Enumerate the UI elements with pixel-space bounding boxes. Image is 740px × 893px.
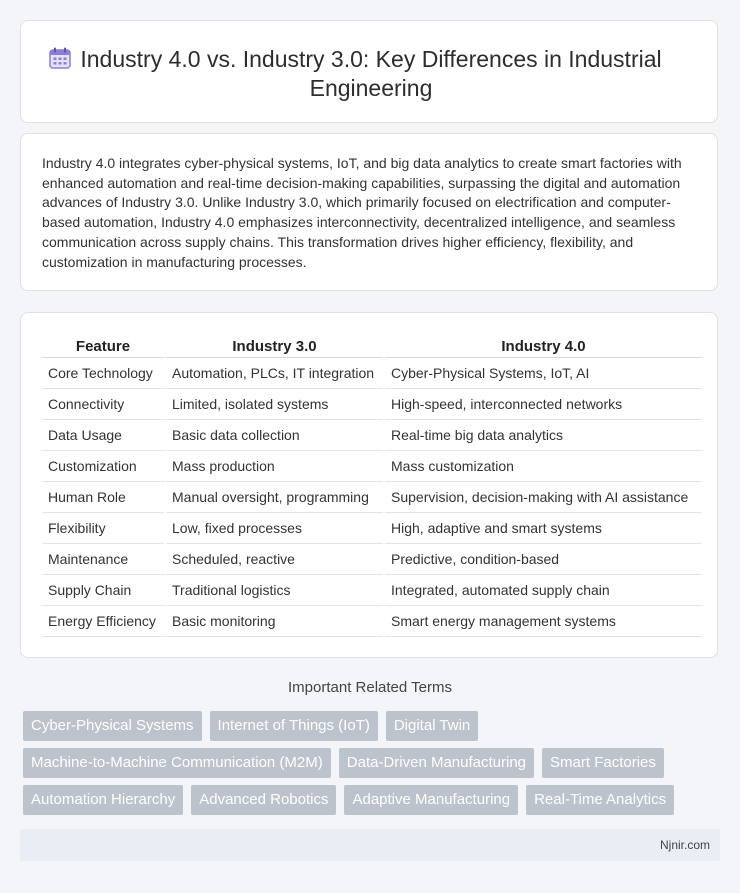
table-cell: Customization (42, 451, 165, 482)
table-cell: Mass production (165, 451, 384, 482)
table-cell: Connectivity (42, 389, 165, 420)
table-cell: Basic monitoring (165, 606, 384, 637)
table-cell: Real-time big data analytics (384, 420, 702, 451)
table-cell: Low, fixed processes (165, 513, 384, 544)
tag-row (23, 748, 723, 778)
table-cell: Predictive, condition-based (384, 544, 702, 575)
table-cell: Limited, isolated systems (165, 389, 384, 420)
intro-card (20, 133, 718, 291)
table-cell: Human Role (42, 482, 165, 513)
page-title: Industry 4.0 vs. Industry 3.0: Key Differences in Industrial Engineering (80, 46, 662, 101)
comparison-table (42, 333, 702, 637)
table-row (42, 358, 702, 389)
table-cell: Energy Efficiency (42, 606, 165, 637)
footer (20, 829, 720, 861)
intro-text: Industry 4.0 integrates cyber-physical systems, IoT, and big data analytics to create smart factories with enhanced automation and real-time decision-making capabilities, surpassing the digital and automation advances of Industry 3.0. Unlike Industry 3.0, which primarily focused on electrification and computer-based automation, Industry 4.0 emphasizes interconnectivity, decentralized intelligence, and seamless communication across supply chains. This transformation drives higher efficiency, flexibility, and customization in manufacturing processes. (42, 155, 682, 270)
comparison-card (20, 312, 718, 658)
table-cell: Smart energy management systems (384, 606, 702, 637)
table-row (42, 482, 702, 513)
related-terms-title: Important Related Terms (288, 679, 452, 696)
table-row (42, 420, 702, 451)
table-row (42, 606, 702, 637)
tag-row (23, 785, 723, 815)
related-term-tag[interactable]: Machine-to-Machine Communication (M2M) (23, 748, 331, 778)
table-cell: Manual oversight, programming (165, 482, 384, 513)
related-term-tag[interactable]: Internet of Things (IoT) (210, 711, 378, 741)
column-header: Industry 4.0 (384, 333, 702, 358)
table-row (42, 544, 702, 575)
table-cell: Automation, PLCs, IT integration (165, 358, 384, 389)
header-card (20, 20, 718, 123)
table-cell: Flexibility (42, 513, 165, 544)
related-term-tag[interactable]: Real-Time Analytics (526, 785, 674, 815)
table-cell: Traditional logistics (165, 575, 384, 606)
table-cell: High, adaptive and smart systems (384, 513, 702, 544)
table-cell: Maintenance (42, 544, 165, 575)
related-term-tag[interactable]: Smart Factories (542, 748, 664, 778)
table-cell: Mass customization (384, 451, 702, 482)
table-cell: Core Technology (42, 358, 165, 389)
table-cell: Integrated, automated supply chain (384, 575, 702, 606)
related-term-tag[interactable]: Adaptive Manufacturing (344, 785, 518, 815)
table-cell: Basic data collection (165, 420, 384, 451)
related-term-tag[interactable]: Digital Twin (386, 711, 478, 741)
table-row (42, 513, 702, 544)
related-term-tag[interactable]: Advanced Robotics (191, 785, 336, 815)
table-cell: Data Usage (42, 420, 165, 451)
footer-site: Njnir.com (659, 838, 710, 852)
related-terms-list (23, 711, 723, 822)
table-cell: Supervision, decision-making with AI assistance (384, 482, 702, 513)
column-header: Industry 3.0 (165, 333, 384, 358)
column-header: Feature (42, 333, 165, 358)
table-row (42, 575, 702, 606)
table-cell: High-speed, interconnected networks (384, 389, 702, 420)
table-cell: Scheduled, reactive (165, 544, 384, 575)
table-row (42, 389, 702, 420)
related-term-tag[interactable]: Cyber-Physical Systems (23, 711, 202, 741)
table-cell: Supply Chain (42, 575, 165, 606)
table-cell: Cyber-Physical Systems, IoT, AI (384, 358, 702, 389)
related-term-tag[interactable]: Data-Driven Manufacturing (339, 748, 534, 778)
tag-row (23, 711, 723, 741)
table-header-row (42, 333, 702, 358)
related-term-tag[interactable]: Automation Hierarchy (23, 785, 183, 815)
table-row (42, 451, 702, 482)
